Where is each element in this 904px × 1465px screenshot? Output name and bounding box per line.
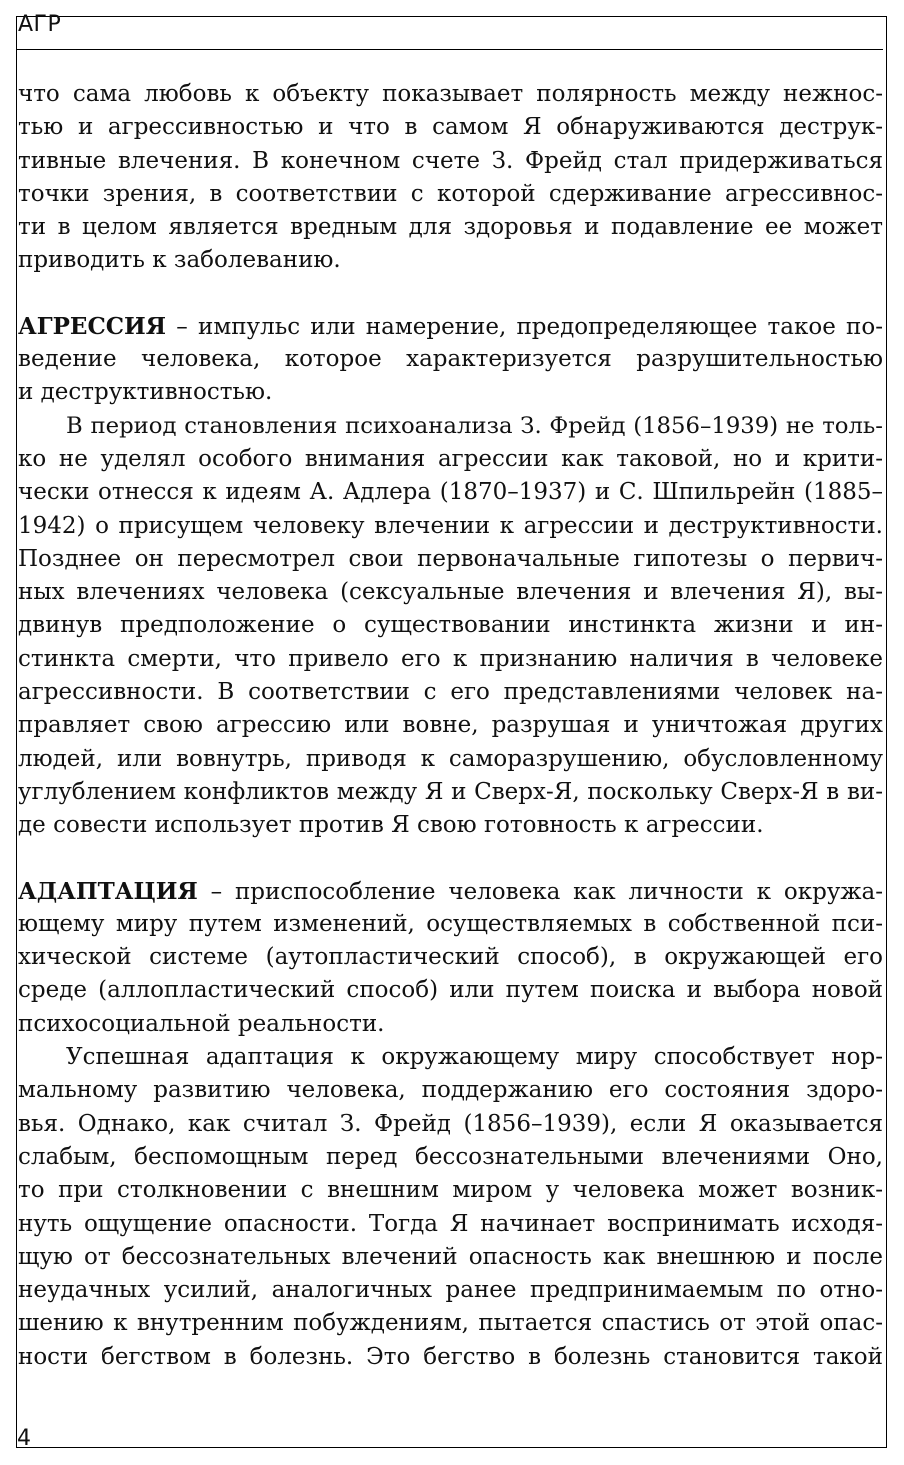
text-line: ности бегством в болезнь. Это бегство в болезнь становится такой — [18, 1343, 883, 1370]
text-line: ных влечениях человека (сексуальные влечения и влечения Я), вы- — [18, 579, 883, 606]
text-line: ко не уделял особого внимания агрессии как таковой, но и крити- — [18, 445, 883, 472]
entry-term: АДАПТАЦИЯ — [18, 877, 198, 905]
text-line: слабым, беспомощным перед бессознательными влечениями Оно, — [18, 1143, 883, 1170]
text-line: вья. Однако, как считал З. Фрейд (1856–1939), если Я оказывается — [18, 1110, 883, 1137]
text-line: двинув предположение о существовании инстинкта жизни и ин- — [18, 612, 883, 639]
entry-aggression — [18, 310, 883, 843]
text-line: щую от бессознательных влечений опасность как внешнюю и после — [18, 1243, 883, 1270]
text-line: чески отнесся к идеям А. Адлера (1870–1937) и С. Шпильрейн (1885– — [18, 479, 883, 506]
text-line: шению к внутренним побуждениям, пытается спастись от этой опас- — [18, 1310, 883, 1337]
text-line: Успешная адаптация к окружающему миру способствует нор- — [66, 1044, 883, 1071]
running-head: АГР — [18, 12, 62, 37]
text-line: нуть ощущение опасности. Тогда Я начинает воспринимать исходя- — [18, 1210, 883, 1237]
text-line: углублением конфликтов между Я и Сверх-Я, поскольку Сверх-Я в ви- — [18, 778, 883, 805]
entry-adaptation — [18, 875, 883, 1374]
definition-line — [18, 310, 883, 343]
text-line: ющему миру путем изменений, осуществляемых в собственной пси- — [18, 910, 883, 937]
paragraph-continuation — [18, 78, 883, 278]
text-line: де совести использует против Я свою готовность к агрессии. — [18, 812, 764, 839]
text-line: ти в целом является вредным для здоровья и подавление ее может — [18, 214, 883, 241]
text-line: агрессивности. В соответствии с его представлениями человек на- — [18, 679, 883, 706]
text-line: тью и агрессивностью и что в самом Я обнаруживаются деструк- — [18, 114, 883, 141]
page-number: 4 — [17, 1426, 31, 1451]
text-line: тивные влечения. В конечном счете З. Фрейд стал придерживаться — [18, 147, 883, 174]
text-line: неудачных усилий, аналогичных ранее предпринимаемым по отно- — [18, 1277, 883, 1304]
text-line: то при столкновении с внешним миром у человека может возник- — [18, 1177, 883, 1204]
text-line: приводить к заболеванию. — [18, 247, 341, 274]
entry-gap — [18, 278, 883, 310]
text-line: В период становления психоанализа З. Фрейд (1856–1939) не толь- — [66, 412, 883, 439]
entry-term: АГРЕССИЯ — [18, 312, 167, 340]
text-line: мальному развитию человека, поддержанию его состояния здоро- — [18, 1077, 883, 1104]
text-line: среде (аллопластический способ) или путем поиска и выбора новой — [18, 977, 883, 1004]
text-line: ведение человека, которое характеризуется разрушительностью — [18, 346, 883, 373]
text-line: психосоциальной реальности. — [18, 1010, 385, 1037]
text-line: стинкта смерти, что привело его к признанию наличия в человеке — [18, 645, 883, 672]
page-body — [18, 78, 883, 1374]
text-line: и деструктивностью. — [18, 379, 273, 406]
text-line: людей, или вовнутрь, приводя к саморазрушению, обусловленному — [18, 745, 883, 772]
entry-gap — [18, 843, 883, 875]
text-line: точки зрения, в соответствии с которой сдерживание агрессивнос- — [18, 180, 883, 207]
definition-text: – приспособление человека как личности к окружа- — [197, 878, 883, 905]
header-rule — [16, 49, 883, 50]
definition-text: – импульс или намерение, предопределяющее такое по- — [166, 313, 883, 340]
definition-line — [18, 875, 883, 908]
text-line: что сама любовь к объекту показывает полярность между нежнос- — [18, 81, 883, 107]
text-line: хической системе (аутопластический способ), в окружающей его — [18, 944, 883, 971]
text-line: 1942) о присущем человеку влечении к агрессии и деструктивности. — [18, 512, 883, 539]
text-line: Позднее он пересмотрел свои первоначальные гипотезы о первич- — [18, 545, 883, 572]
text-line: правляет свою агрессию или вовне, разрушая и уничтожая других — [18, 712, 883, 739]
